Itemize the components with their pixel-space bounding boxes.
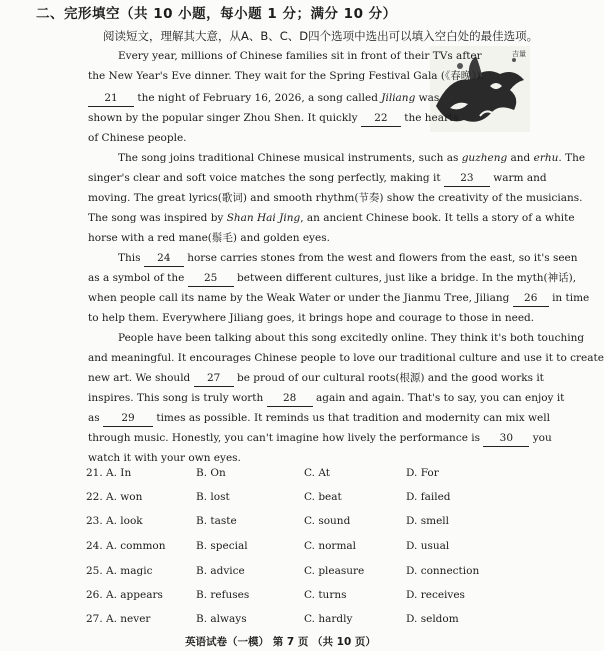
option-b[interactable]: B. always — [196, 613, 247, 625]
blank-29: 29 — [103, 410, 153, 427]
option-b[interactable]: B. lost — [196, 491, 230, 503]
option-a[interactable]: 22. A. won — [86, 491, 143, 503]
blank-23: 23 — [444, 170, 490, 187]
blank-21: 21 — [88, 90, 134, 107]
blank-30: 30 — [483, 430, 529, 447]
blank-28: 28 — [267, 390, 313, 407]
passage-line: This 24 horse carries stones from the west and flowers from the east, so it's seen — [118, 248, 578, 268]
passage-line: watch it with your own eyes. — [88, 452, 241, 464]
option-b[interactable]: B. advice — [196, 565, 245, 577]
option-b[interactable]: B. taste — [196, 515, 237, 527]
option-d[interactable]: D. seldom — [406, 613, 459, 625]
passage-line: when people call its name by the Weak Water or under the Jianmu Tree, Jiliang 26 in time — [88, 288, 589, 308]
section-title: 二、完形填空（共 10 小题，每小题 1 分；满分 10 分） — [36, 6, 397, 22]
option-b[interactable]: B. refuses — [196, 589, 250, 601]
option-a[interactable]: 27. A. never — [86, 613, 151, 625]
passage-line: inspires. This song is truly worth 28 again and again. That's to say, you can enjoy it — [88, 388, 564, 408]
passage-line: through music. Honestly, you can't imagine how lively the performance is 30 you — [88, 428, 552, 448]
blank-25: 25 — [188, 270, 234, 287]
blank-22: 22 — [361, 110, 401, 127]
passage-line: singer's clear and soft voice matches the song perfectly, making it 23 warm and — [88, 168, 547, 188]
question-options-21 — [86, 462, 546, 484]
option-d[interactable]: D. failed — [406, 491, 451, 503]
question-options-26 — [86, 584, 546, 606]
option-a[interactable]: 26. A. appears — [86, 589, 163, 601]
option-c[interactable]: C. At — [304, 467, 330, 479]
passage-line: Every year, millions of Chinese families sit in front of their TVs after — [118, 50, 482, 62]
passage-line: shown by the popular singer Zhou Shen. It quickly 22 the hearts — [88, 108, 459, 128]
option-c[interactable]: C. normal — [304, 540, 357, 552]
option-c[interactable]: C. beat — [304, 491, 342, 503]
option-d[interactable]: D. For — [406, 467, 439, 479]
svg-text:吉量: 吉量 — [512, 50, 526, 58]
option-b[interactable]: B. On — [196, 467, 226, 479]
question-options-23 — [86, 510, 546, 532]
option-d[interactable]: D. smell — [406, 515, 449, 527]
option-c[interactable]: C. pleasure — [304, 565, 365, 577]
option-b[interactable]: B. special — [196, 540, 248, 552]
passage-line: as 29 times as possible. It reminds us that tradition and modernity can mix well — [88, 408, 550, 428]
option-a[interactable]: 21. A. In — [86, 467, 132, 479]
passage-line: and meaningful. It encourages Chinese people to love our traditional culture and use it to create — [88, 352, 604, 364]
option-a[interactable]: 24. A. common — [86, 540, 166, 552]
page-footer: 英语试卷（一模） 第 7 页 （共 10 页） — [185, 636, 376, 648]
option-c[interactable]: C. sound — [304, 515, 351, 527]
passage-line: People have been talking about this song excitedly online. They think it's both touching — [118, 332, 585, 344]
passage-line: to help them. Everywhere Jiliang goes, it brings hope and courage to those in need. — [88, 312, 535, 324]
passage-line: of Chinese people. — [88, 132, 187, 144]
option-a[interactable]: 25. A. magic — [86, 565, 153, 577]
blank-27: 27 — [194, 370, 234, 387]
passage-line: The song joins traditional Chinese musical instruments, such as guzheng and erhu. The — [118, 152, 586, 164]
option-a[interactable]: 23. A. look — [86, 515, 143, 527]
option-d[interactable]: D. usual — [406, 540, 450, 552]
passage-line: moving. The great lyrics(歌词) and smooth rhythm(节奏) show the creativity of the musicians. — [88, 192, 583, 204]
passage-line: horse with a red mane(鬃毛) and golden eyes. — [88, 232, 330, 244]
passage-line: the New Year's Eve dinner. They wait for the Spring Festival Gala (《春晚》). — [88, 70, 484, 82]
option-d[interactable]: D. receives — [406, 589, 465, 601]
question-options-24 — [86, 535, 546, 557]
passage-line: as a symbol of the 25 between different cultures, just like a bridge. In the myth(神话), — [88, 268, 576, 288]
blank-26: 26 — [513, 290, 549, 307]
passage-line: new art. We should 27 be proud of our cultural roots(根源) and the good works it — [88, 368, 544, 388]
option-d[interactable]: D. connection — [406, 565, 480, 577]
option-c[interactable]: C. hardly — [304, 613, 353, 625]
passage-line: The song was inspired by Shan Hai Jing, an ancient Chinese book. It tells a story of a white — [88, 212, 575, 224]
blank-24: 24 — [144, 250, 184, 267]
passage-line: 21 the night of February 16, 2026, a song called Jiliang was — [88, 88, 439, 108]
section-instruction: 阅读短文，理解其大意，从A、B、C、D四个选项中选出可以填入空白处的最佳选项。 — [103, 29, 539, 43]
question-options-22 — [86, 486, 546, 508]
question-options-27 — [86, 608, 546, 630]
option-c[interactable]: C. turns — [304, 589, 347, 601]
question-options-25 — [86, 560, 546, 582]
